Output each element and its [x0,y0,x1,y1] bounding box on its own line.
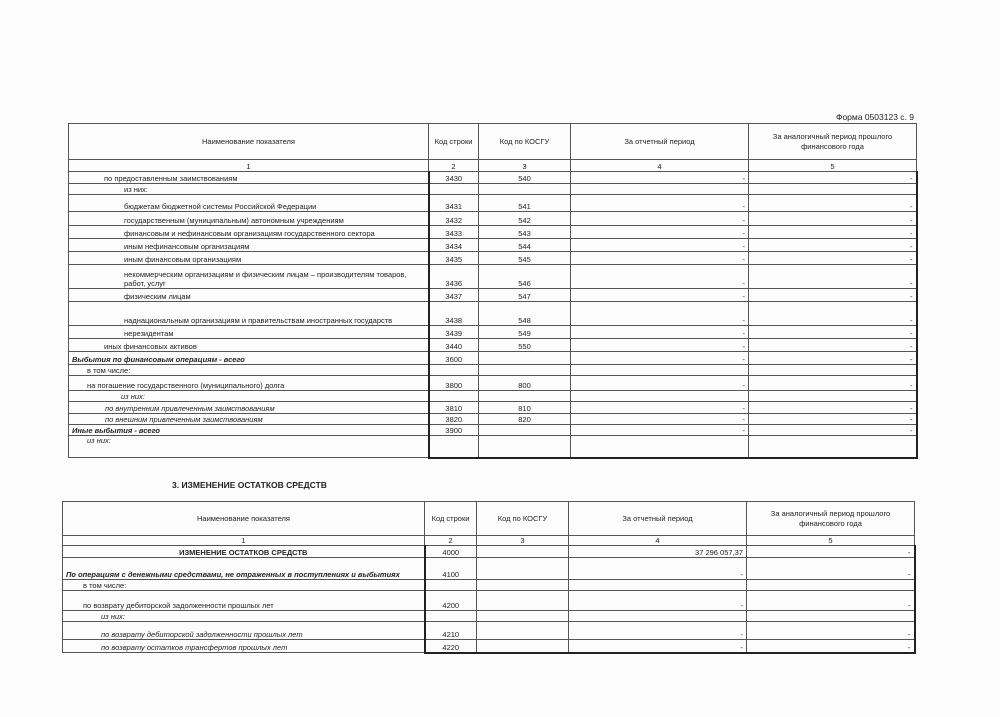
row-name: некоммерческим организациям и физическим лицам – производителям товаров, работ, услуг [69,265,429,289]
row-code: 3440 [429,339,479,352]
row-kosgu: 549 [479,326,571,339]
row-current-value [571,391,749,402]
row-code: 3436 [429,265,479,289]
row-previous-value: - [749,195,917,212]
header-current-period: За отчетный период [569,502,747,536]
row-name: из них: [69,391,429,402]
row-current-value: - [571,226,749,239]
row-code [429,365,479,376]
row-previous-value [749,436,917,458]
row-kosgu [477,622,569,640]
col-number: 4 [571,160,749,172]
financial-operations-table [68,123,918,459]
header-name: Наименование показателя [63,502,425,536]
col-number: 4 [569,536,747,546]
row-current-value: - [571,376,749,391]
row-code [425,580,477,591]
row-name: в том числе: [63,580,425,591]
col-number: 3 [479,160,571,172]
row-current-value [571,436,749,458]
row-kosgu: 547 [479,289,571,302]
row-kosgu: 548 [479,302,571,326]
row-name: наднациональным организациям и правительствам иностранных государств [69,302,429,326]
row-kosgu: 546 [479,265,571,289]
row-kosgu [479,352,571,365]
row-current-value: - [569,622,747,640]
row-kosgu: 820 [479,414,571,425]
row-code: 3810 [429,402,479,414]
row-kosgu: 545 [479,252,571,265]
row-previous-value: - [749,239,917,252]
row-code: 3433 [429,226,479,239]
row-code: 4200 [425,591,477,611]
row-kosgu: 550 [479,339,571,352]
row-code [429,436,479,458]
header-previous-period: За аналогичный период прошлого финансового года [749,124,917,160]
row-current-value: - [571,252,749,265]
row-name: Выбытия по финансовым операциям - всего [69,352,429,365]
row-name: по возврату дебиторской задолженности прошлых лет [63,591,425,611]
row-name: бюджетам бюджетной системы Российской Федерации [69,195,429,212]
row-previous-value: - [749,172,917,184]
row-name: по внешним привлеченным заимствованиям [69,414,429,425]
row-name: ИЗМЕНЕНИЕ ОСТАТКОВ СРЕДСТВ [63,546,425,558]
row-previous-value: - [749,302,917,326]
row-current-value: - [571,414,749,425]
row-name: государственным (муниципальным) автономным учреждениям [69,212,429,226]
row-name: из них: [69,184,429,195]
row-code: 3438 [429,302,479,326]
row-previous-value: - [749,326,917,339]
row-name: из них: [69,436,429,458]
col-number: 1 [63,536,425,546]
row-code: 4220 [425,640,477,653]
header-current-period: За отчетный период [571,124,749,160]
row-previous-value [747,580,915,591]
row-previous-value: - [747,591,915,611]
col-number: 2 [429,160,479,172]
row-kosgu: 800 [479,376,571,391]
col-number: 5 [747,536,915,546]
row-code: 4210 [425,622,477,640]
col-number: 3 [477,536,569,546]
row-previous-value: - [749,376,917,391]
row-previous-value: - [749,212,917,226]
row-name: Иные выбытия - всего [69,425,429,436]
row-code: 3431 [429,195,479,212]
row-code: 3800 [429,376,479,391]
col-number: 2 [425,536,477,546]
row-name: по возврату дебиторской задолженности прошлых лет [63,622,425,640]
row-name: иным финансовым организациям [69,252,429,265]
row-code: 4000 [425,546,477,558]
row-kosgu [477,640,569,653]
row-current-value: - [569,591,747,611]
row-code: 3432 [429,212,479,226]
row-current-value: - [571,172,749,184]
row-kosgu: 542 [479,212,571,226]
header-name: Наименование показателя [69,124,429,160]
row-previous-value: - [747,546,915,558]
row-kosgu [479,391,571,402]
row-previous-value: - [749,402,917,414]
row-previous-value: - [747,640,915,653]
row-previous-value: - [747,622,915,640]
row-current-value [569,611,747,622]
form-code: Форма 0503123 с. 9 [835,112,914,122]
row-code: 3435 [429,252,479,265]
row-code: 3439 [429,326,479,339]
row-current-value: - [571,302,749,326]
row-code [429,184,479,195]
header-kosgu: Код по КОСГУ [477,502,569,536]
row-kosgu: 543 [479,226,571,239]
row-previous-value: - [749,289,917,302]
row-current-value: - [571,352,749,365]
row-previous-value: - [749,265,917,289]
row-name: в том числе: [69,365,429,376]
col-number: 5 [749,160,917,172]
row-code: 3600 [429,352,479,365]
row-current-value: - [571,289,749,302]
row-code: 3900 [429,425,479,436]
row-name: по внутренним привлеченным заимствованиям [69,402,429,414]
row-previous-value [749,391,917,402]
row-kosgu [477,546,569,558]
row-kosgu [477,591,569,611]
row-previous-value: - [749,252,917,265]
row-kosgu: 540 [479,172,571,184]
section-title: 3. ИЗМЕНЕНИЕ ОСТАТКОВ СРЕДСТВ [172,480,327,490]
row-name: по предоставленным заимствованиям [69,172,429,184]
row-name: из них: [63,611,425,622]
row-kosgu: 541 [479,195,571,212]
row-name: физическим лицам [69,289,429,302]
row-kosgu [479,436,571,458]
header-row-code: Код строки [425,502,477,536]
row-current-value: - [571,425,749,436]
row-code: 3434 [429,239,479,252]
row-previous-value: - [749,425,917,436]
row-name: финансовым и нефинансовым организациям государственного сектора [69,226,429,239]
row-current-value: 37 296 057,37 [569,546,747,558]
row-current-value: - [571,239,749,252]
row-previous-value: - [749,226,917,239]
row-kosgu [479,365,571,376]
row-kosgu [479,184,571,195]
col-number: 1 [69,160,429,172]
row-name: на погашение государственного (муниципального) долга [69,376,429,391]
row-previous-value [749,184,917,195]
row-previous-value: - [747,558,915,580]
row-name: иных финансовых активов [69,339,429,352]
row-kosgu [477,558,569,580]
row-kosgu [477,580,569,591]
row-name: По операциям с денежными средствами, не отраженных в поступлениях и выбытиях [63,558,425,580]
row-code: 3430 [429,172,479,184]
row-current-value: - [569,640,747,653]
row-name: иным нефинансовым организациям [69,239,429,252]
row-current-value: - [571,212,749,226]
row-current-value: - [571,402,749,414]
header-kosgu: Код по КОСГУ [479,124,571,160]
row-code [425,611,477,622]
header-previous-period: За аналогичный период прошлого финансового года [747,502,915,536]
row-name: нерезидентам [69,326,429,339]
row-kosgu [479,425,571,436]
balance-changes-table [62,501,916,654]
row-current-value: - [569,558,747,580]
header-row-code: Код строки [429,124,479,160]
row-current-value: - [571,195,749,212]
row-current-value: - [571,265,749,289]
row-current-value [571,184,749,195]
row-previous-value [747,611,915,622]
row-code [429,391,479,402]
row-code: 3437 [429,289,479,302]
row-previous-value: - [749,339,917,352]
row-previous-value [749,365,917,376]
row-current-value: - [571,339,749,352]
row-kosgu [477,611,569,622]
row-code: 4100 [425,558,477,580]
row-current-value: - [571,326,749,339]
row-current-value [569,580,747,591]
row-name: по возврату остатков трансфертов прошлых лет [63,640,425,653]
row-previous-value: - [749,414,917,425]
row-kosgu: 544 [479,239,571,252]
row-kosgu: 810 [479,402,571,414]
row-current-value [571,365,749,376]
row-code: 3820 [429,414,479,425]
row-previous-value: - [749,352,917,365]
